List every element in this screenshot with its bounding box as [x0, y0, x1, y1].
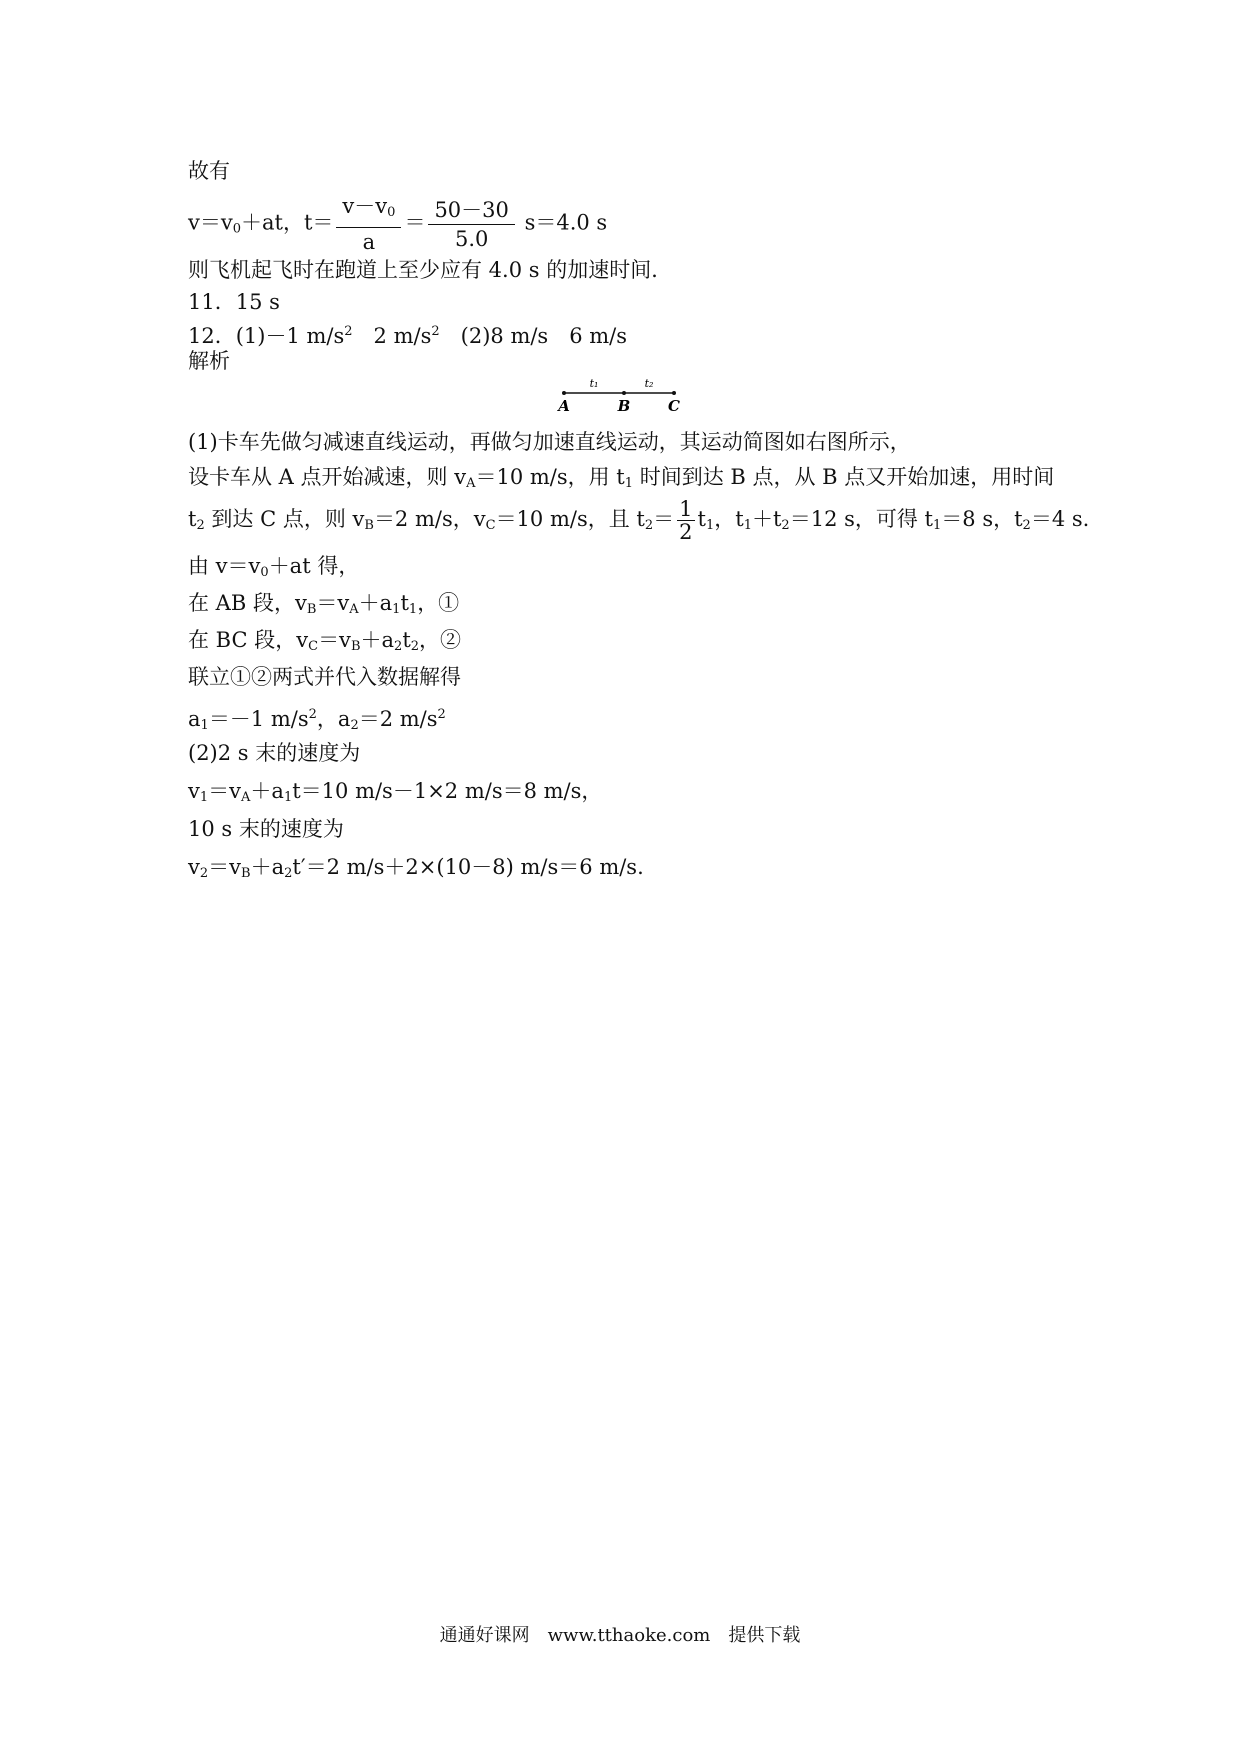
point-b-dot: [622, 391, 626, 395]
text-conclusion: 则飞机起飞时在跑道上至少应有 4.0 s 的加速时间．: [188, 258, 673, 282]
equation-time: $v=v_0+at$，t＝ $\frac{v-v_0}{a}$ ＝ $\frac{50-30}{5.0}$ s＝4.0 s: [188, 194, 608, 254]
paragraph-9: (2)2 s 末的速度为: [188, 741, 361, 765]
paragraph-4: 由 $v=v_0+at$ 得，: [188, 554, 360, 580]
fraction-50-30-over-5: $\frac{50-30}{5.0}$: [428, 196, 514, 253]
paragraph-10: $v_1=v_A+a_1t=10$ m/s－1×2 m/s＝8 m/s，: [188, 779, 603, 805]
point-c-dot: [672, 391, 676, 395]
paragraph-12: $v_2=v_B+a_2t'=2$ m/s＋2×(10－8) m/s＝6 m/s.: [188, 855, 644, 881]
paragraph-2: 设卡车从 A 点开始减速，则 $v_A=10$ m/s，用 $t_1$ 时间到达 B 点，从 B 点又开始加速，用时间: [188, 465, 1055, 491]
label-c: C: [668, 397, 680, 415]
paragraph-8: $a_1=-1$ $m/s^2$，$a_2=2$ $m/s^2$: [188, 707, 446, 733]
fraction-v-minus-v0-over-a: $\frac{v-v_0}{a}$: [336, 192, 401, 256]
point-a-dot: [562, 391, 566, 395]
label-t1: t₁: [589, 377, 599, 390]
page-footer: 通通好课网 www.tthaoke.com 提供下载: [439, 1625, 801, 1646]
paragraph-1: (1)卡车先做匀减速直线运动，再做匀加速直线运动，其运动简图如右图所示，: [188, 430, 911, 454]
paragraph-11: 10 s 末的速度为: [188, 817, 344, 841]
motion-diagram: [560, 378, 690, 424]
label-a: A: [558, 397, 570, 415]
answer-11: 11．15 s: [188, 290, 280, 314]
paragraph-5: 在 AB 段，$v_B=v_A+a_1t_1$，①: [188, 591, 460, 617]
paragraph-7: 联立①②两式并代入数据解得: [188, 665, 461, 689]
label-t2: t₂: [644, 377, 654, 390]
label-b: B: [617, 397, 631, 415]
paragraph-6: 在 BC 段，$v_C=v_B+a_2t_2$，②: [188, 628, 462, 654]
fraction-one-half: $\frac{1}{2}$: [679, 497, 693, 544]
paragraph-3: $t_2$ 到达 C 点，则 $v_B=2$ m/s，$v_C=10$ m/s，且 $t_2=$ $\frac{1}{2}$ $t_1$，$t_1+t_2=12$ s，可得 $t_1=8$ s，$t_2=4$ s.: [188, 497, 1090, 544]
answer-12: 12．(1)－1 $m/s^2$ 2 $m/s^2$ (2)8 m/s 6 m/s: [188, 324, 628, 348]
text-gu-you: 故有: [188, 159, 230, 183]
text-jiexi: 解析: [188, 349, 230, 373]
